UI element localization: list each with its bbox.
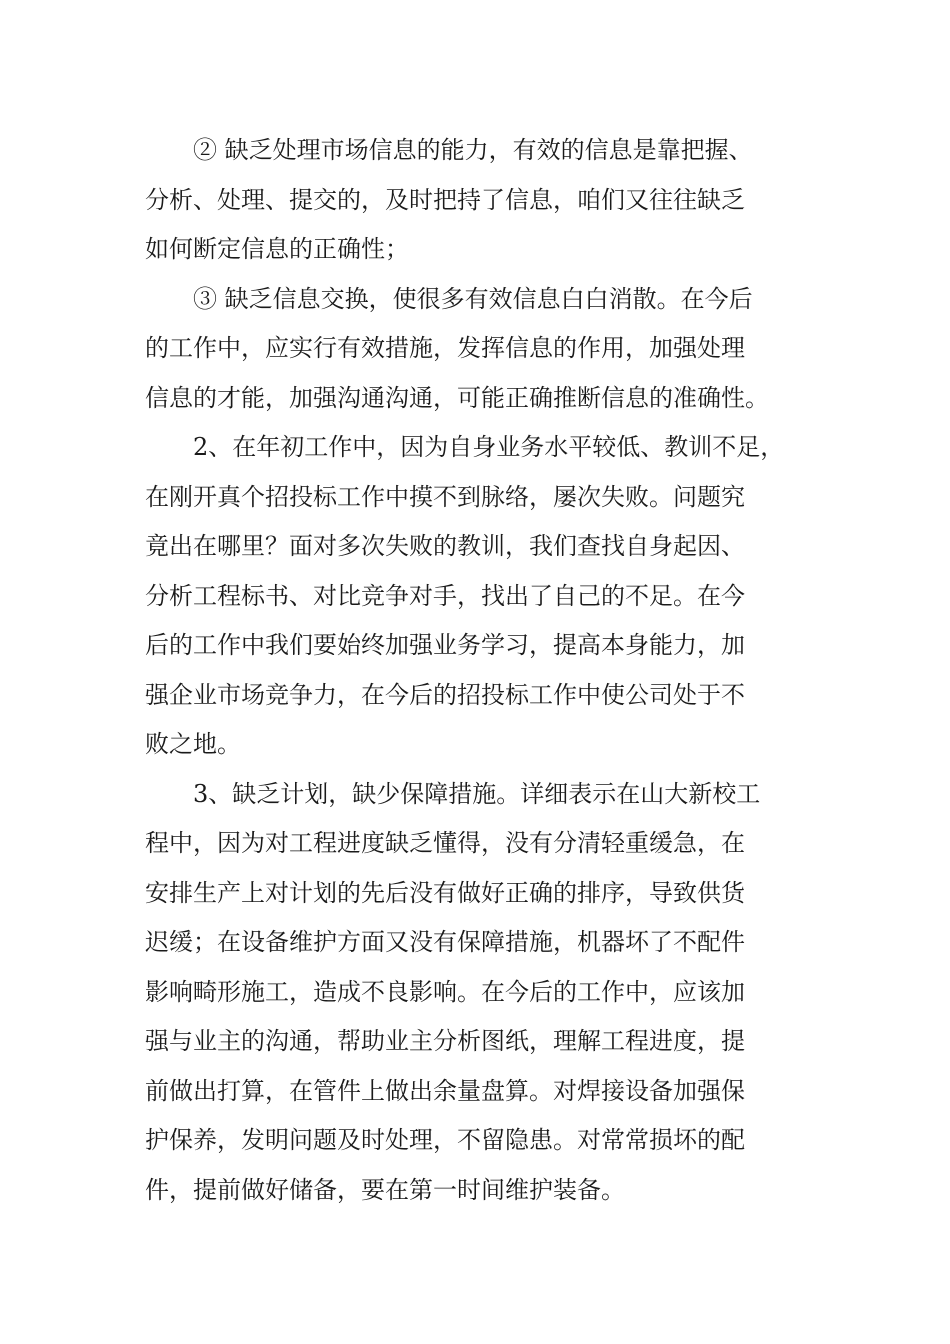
paragraph-line: 分析、处理、提交的，及时把持了信息，咱们又往往缺乏 bbox=[145, 185, 745, 214]
paragraph-line: 迟缓；在设备维护方面又没有保障措施，机器坏了不配件 bbox=[145, 928, 745, 956]
paragraph-line: 信息的才能，加强沟通沟通，可能正确推断信息的准确性。 bbox=[145, 383, 769, 412]
paragraph-line: ② 缺乏处理市场信息的能力，有效的信息是靠把握、 bbox=[193, 136, 753, 164]
paragraph-line: 前做出打算，在管件上做出余量盘算。对焊接设备加强保 bbox=[145, 1076, 745, 1105]
paragraph-info-exchange bbox=[145, 275, 807, 424]
paragraph-line: 在刚开真个招投标工作中摸不到脉络，屡次失败。问题究 bbox=[145, 482, 745, 511]
paragraph-line: 2、在年初工作中，因为自身业务水平较低、教训不足， bbox=[193, 433, 785, 461]
paragraph-line: 如何断定信息的正确性； bbox=[145, 235, 409, 263]
paragraph-info-processing bbox=[145, 126, 807, 275]
paragraph-line: 败之地。 bbox=[145, 730, 241, 758]
paragraph-line: 程中，因为对工程进度缺乏懂得，没有分清轻重缓急，在 bbox=[145, 829, 745, 857]
paragraph-line: 件，提前做好储备，要在第一时间维护装备。 bbox=[145, 1175, 625, 1204]
paragraph-line: ③ 缺乏信息交换，使很多有效信息白白消散。在今后 bbox=[193, 284, 753, 313]
paragraph-line: 后的工作中我们要始终加强业务学习，提高本身能力，加 bbox=[145, 631, 745, 659]
paragraph-line: 竟出在哪里？面对多次失败的教训，我们查找自身起因、 bbox=[145, 532, 745, 560]
paragraph-line: 影响畸形施工，造成不良影响。在今后的工作中，应该加 bbox=[145, 977, 745, 1006]
paragraph-planning bbox=[145, 770, 807, 1216]
paragraph-line: 安排生产上对计划的先后没有做好正确的排序，导致供货 bbox=[145, 878, 745, 907]
paragraph-line: 分析工程标书、对比竞争对手，找出了自己的不足。在今 bbox=[145, 581, 745, 610]
paragraph-line: 3、缺乏计划，缺少保障措施。详细表示在山大新校工 bbox=[193, 779, 761, 808]
paragraph-line: 护保养，发明问题及时处理，不留隐患。对常常损坏的配 bbox=[145, 1126, 745, 1154]
paragraph-line: 强企业市场竞争力，在今后的招投标工作中使公司处于不 bbox=[145, 680, 745, 709]
paragraph-bidding bbox=[145, 423, 807, 770]
paragraph-line: 的工作中，应实行有效措施，发挥信息的作用，加强处理 bbox=[145, 334, 745, 362]
document-body bbox=[145, 126, 807, 1215]
paragraph-line: 强与业主的沟通，帮助业主分析图纸，理解工程进度，提 bbox=[145, 1027, 745, 1055]
